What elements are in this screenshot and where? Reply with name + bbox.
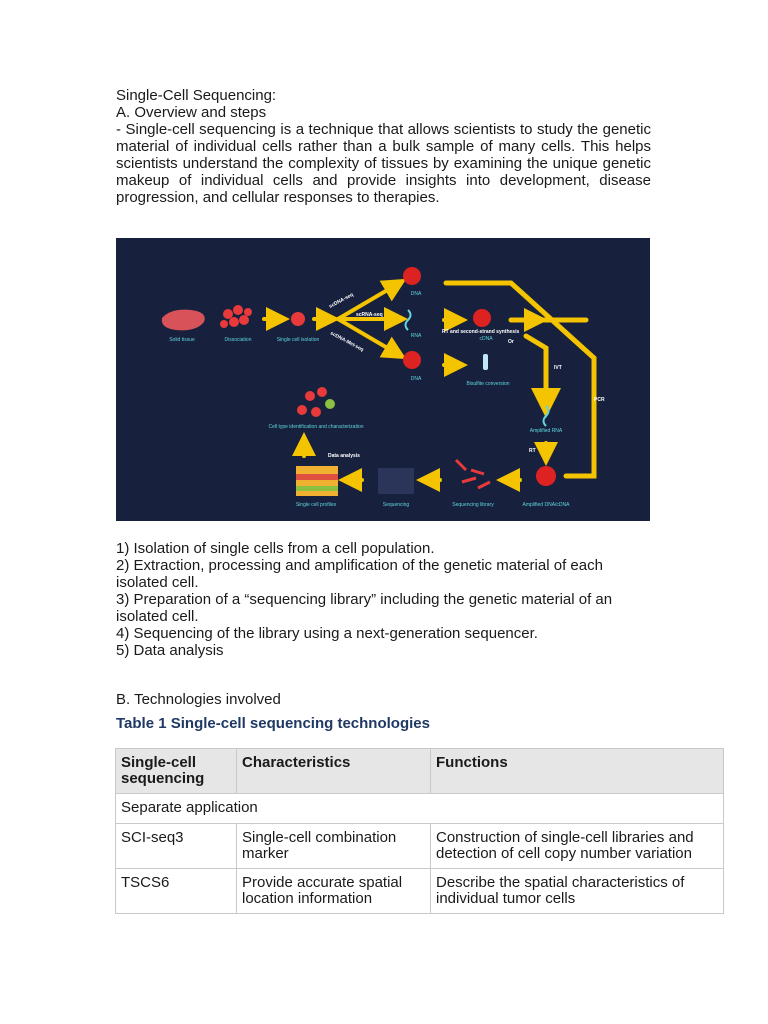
cdna-icon [473, 309, 491, 327]
single-cell-profiles-icon [296, 466, 338, 496]
single-cell-icon [291, 312, 305, 326]
amplified-rna-icon [544, 406, 549, 426]
header-sequencing: Single-cell sequencing [116, 749, 237, 794]
dissociation-cells-icon [220, 305, 252, 328]
label-sequencing: Sequencing [382, 502, 410, 508]
label-dissociation: Dissociation [224, 337, 252, 343]
label-amplified-dna: Amplified DNA/cDNA [522, 502, 570, 508]
label-solid-tissue: Solid tissue [169, 337, 195, 343]
dna-top-icon [403, 267, 421, 285]
cell-functions: Construction of single-cell libraries and detection of cell copy number variation [431, 824, 724, 869]
section-b-heading: B. Technologies involved [116, 691, 281, 708]
table-caption: Table 1 Single-cell sequencing technologies [116, 715, 430, 732]
table-group-row [116, 794, 724, 824]
label-data-analysis: Data analysis [328, 453, 360, 459]
cell-characteristics: Provide accurate spatial location information [237, 869, 431, 914]
cell-types-icon [297, 387, 335, 417]
step-item: 2) Extraction, processing and amplification of the genetic material of each isolated cell. [116, 557, 603, 591]
label-rt: RT [529, 448, 536, 454]
label-rna: RNA [410, 333, 422, 339]
label-scrna-seq: scRNA-seq [356, 312, 383, 318]
label-scdna-met-seq: scDNA-Met-seq [329, 330, 365, 354]
technologies-table [115, 748, 724, 914]
amplified-dna-icon [536, 466, 556, 486]
sequencing-readout-icon [378, 468, 414, 494]
steps-list [116, 540, 651, 659]
table-header-row [116, 749, 724, 794]
group-label: Separate application [116, 794, 724, 824]
label-sequencing-library: Sequencing library [452, 502, 494, 508]
cell-characteristics: Single-cell combination marker [237, 824, 431, 869]
step-item: 1) Isolation of single cells from a cell population. [116, 540, 435, 557]
label-dna-top: DNA [410, 291, 422, 297]
sequencing-workflow-figure [116, 238, 650, 521]
document-title: Single-Cell Sequencing: [116, 87, 277, 104]
header-characteristics: Characteristics [237, 749, 431, 794]
label-cdna: cDNA [479, 336, 493, 342]
solid-tissue-icon [162, 310, 205, 331]
table-row [116, 824, 724, 869]
label-cell-type-identification: Cell type identification and characterization [268, 424, 364, 430]
table-row [116, 869, 724, 914]
step-item: 5) Data analysis [116, 642, 224, 659]
cell-technology: SCI-seq3 [116, 824, 237, 869]
label-ivt: IVT [554, 365, 562, 371]
label-amplified-rna: Amplified RNA [529, 428, 563, 434]
sequencing-library-icon [456, 460, 490, 488]
label-bisulfite: Bisulfite conversion [466, 381, 510, 387]
cell-technology: TSCS6 [116, 869, 237, 914]
label-or: Or [508, 339, 514, 345]
step-item: 4) Sequencing of the library using a next-generation sequencer. [116, 625, 538, 642]
label-pcr: PCR [594, 397, 605, 403]
cell-functions: Describe the spatial characteristics of individual tumor cells [431, 869, 724, 914]
label-single-cell-isolation: Single cell isolation [276, 337, 320, 343]
dna-bottom-icon [403, 351, 421, 369]
label-scdna-seq: scDNA-seq [328, 291, 355, 310]
label-dna-bottom: DNA [410, 376, 422, 382]
step-item: 3) Preparation of a “sequencing library” including the genetic material of an isolated cell. [116, 591, 613, 625]
intro-paragraph: - Single-cell sequencing is a technique that allows scientists to study the genetic material of individual cells rather than a bulk sample of many cells. This helps scientists understand the complexity of tissues by examining the unique genetic makeup of individual cells and provide insights into development, disease progression, and cellular responses to therapies. [116, 121, 651, 206]
label-single-cell-profiles: Single cell profiles [295, 502, 337, 508]
rna-icon [406, 310, 411, 330]
intro-section [116, 87, 651, 206]
section-a-heading: A. Overview and steps [116, 104, 267, 121]
bisulfite-tube-icon [483, 354, 488, 370]
header-functions: Functions [431, 749, 724, 794]
label-rt-synthesis: RT and second-strand synthesis [442, 329, 520, 335]
